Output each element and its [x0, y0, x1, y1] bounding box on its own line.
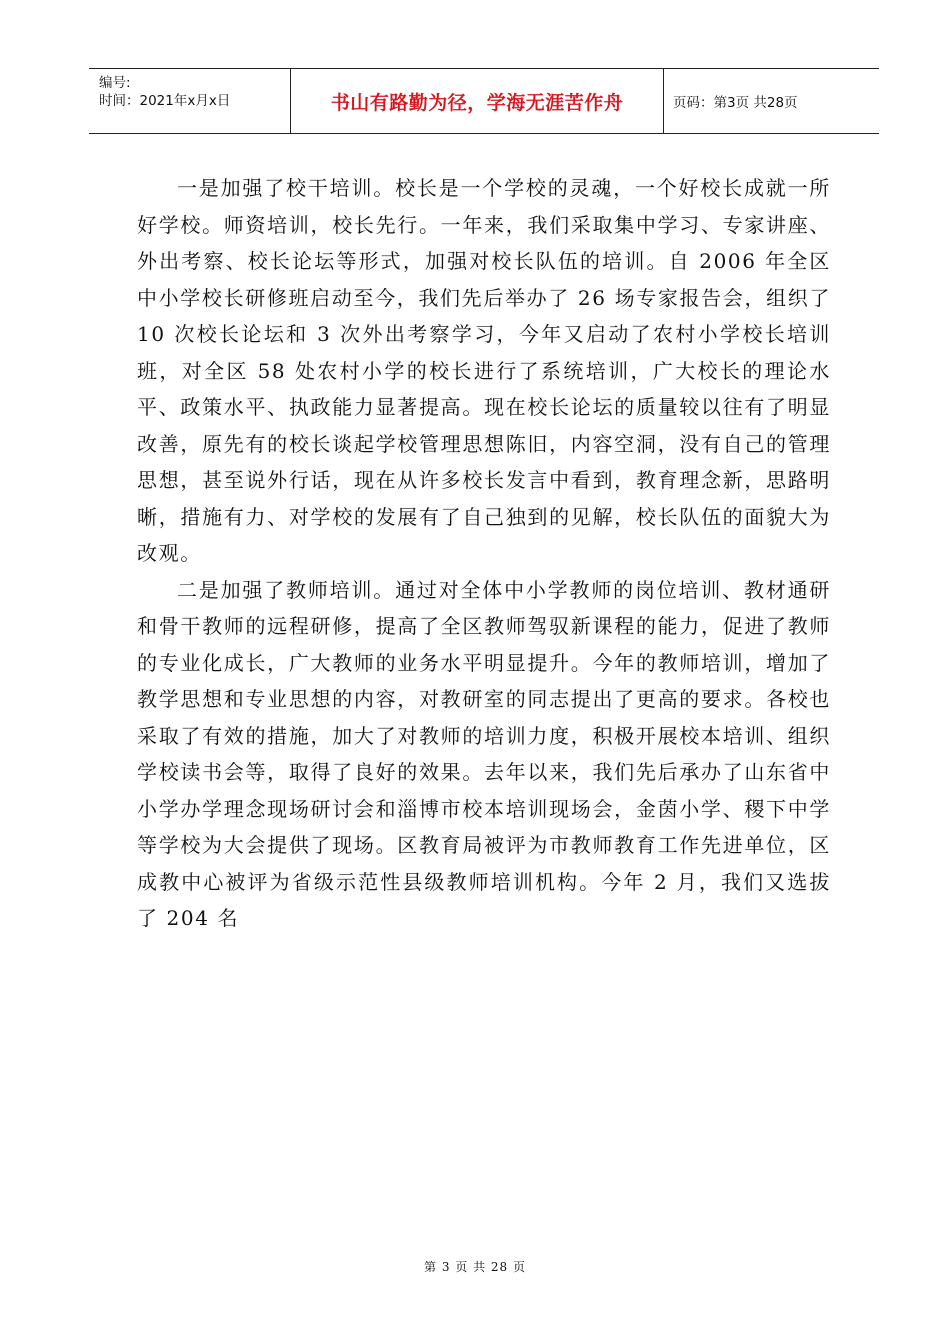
document-body [137, 170, 831, 937]
header-motto: 书山有路勤为径，学海无涯苦作舟 [291, 69, 664, 133]
paragraph-teacher-training: 二是加强了教师培训。通过对全体中小学教师的岗位培训、教材通研和骨干教师的远程研修，提高了全区教师驾驭新课程的能力，促进了教师的专业化成长，广大教师的业务水平明显提升。今年的教师培训，增加了教学思想和专业思想的内容，对教研室的同志提出了更高的要求。各校也采取了有效的措施，加大了对教师的培训力度，积极开展校本培训、组织学校读书会等，取得了良好的效果。去年以来，我们先后承办了山东省中小学办学理念现场研讨会和淄博市校本培训现场会，金茵小学、稷下中学等学校为大会提供了现场。区教育局被评为市教师教育工作先进单位，区成教中心被评为省级示范性县级教师培训机构。今年 2 月，我们又选拔了 204 名 [137, 577, 831, 930]
page-footer: 第 3 页 共 28 页 [424, 1260, 526, 1274]
header-page-label: 页码：第3页 共28页 [673, 95, 798, 111]
page-header [89, 68, 879, 134]
serial-label: 编号: [99, 75, 131, 91]
time-label: 时间：2021年x月x日 [99, 93, 231, 109]
header-meta [89, 69, 291, 133]
paragraph-principal-training: 一是加强了校干培训。校长是一个学校的灵魂，一个好校长成就一所好学校。师资培训，校长先行。一年来，我们采取集中学习、专家讲座、外出考察、校长论坛等形式，加强对校长队伍的培训。自 2006 年全区中小学校长研修班启动至今，我们先后举办了 26 场专家报告会，组织了 10 次校长论坛和 3 次外出考察学习，今年又启动了农村小学校长培训班，对全区 58 处农村小学的校长进行了系统培训，广大校长的理论水平、政策水平、执政能力显著提高。现在校长论坛的质量较以往有了明显改善，原先有的校长谈起学校管理思想陈旧，内容空洞，没有自己的管理思想，甚至说外行话，现在从许多校长发言中看到，教育理念新，思路明晰，措施有力、对学校的发展有了自己独到的见解，校长队伍的面貌大为改观。 [137, 176, 831, 565]
